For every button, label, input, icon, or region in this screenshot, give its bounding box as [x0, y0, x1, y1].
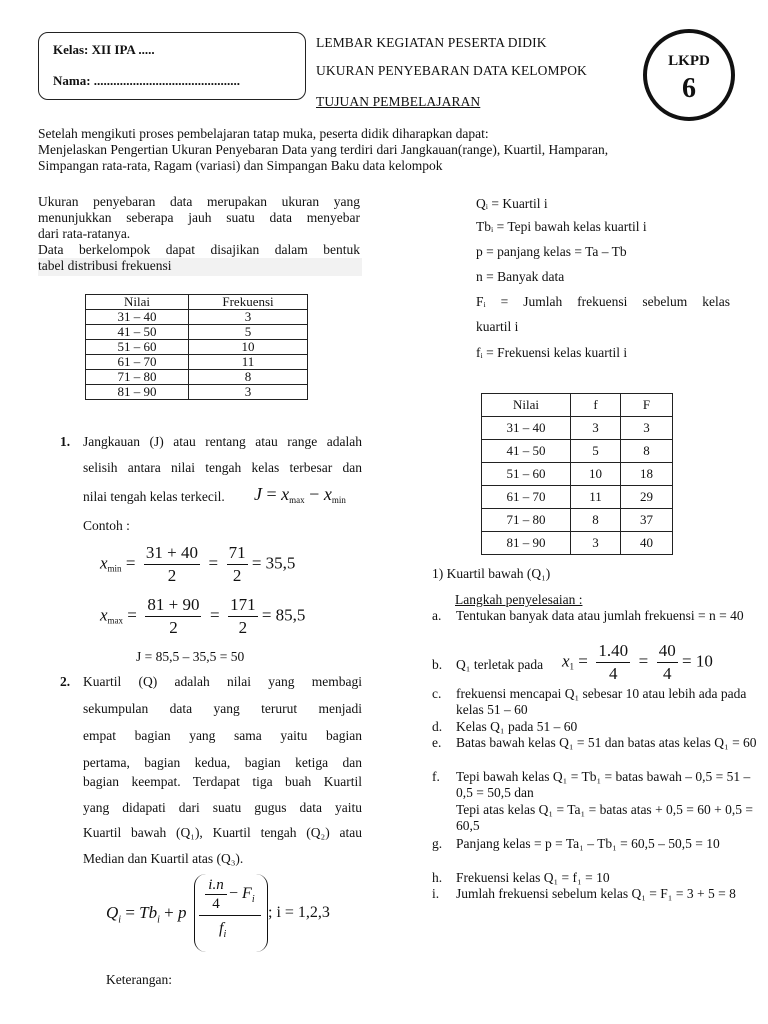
table-row — [86, 310, 308, 325]
quartile-definition-line-6: yang didapati dari suatu gugus data yaitu — [83, 800, 362, 815]
steps-heading: Langkah penyelesaian : — [455, 592, 583, 607]
quartile-formula: $Q_i = Tb_i + p$ i.n 4 − $F_i$ $f_i$ ; i = 1,2,3 — [106, 874, 366, 954]
step-i: i. Jumlah frekuensi sebelum kelas Q₁ = F₁ = 3 + 5 = 8 — [432, 886, 736, 901]
step-f-continued: Tepi atas kelas Q₁ = Ta₁ = batas atas + 0,5 = 60 + 0,5 = 60,5 — [456, 802, 754, 833]
frequency-table — [85, 294, 308, 400]
table-cell: 61 – 70 — [86, 355, 189, 370]
section-1-number: 1. — [60, 434, 71, 449]
def-fi-cumulative-2: kuartil i — [476, 319, 519, 334]
table-row — [482, 532, 673, 555]
table-cell: 41 – 50 — [86, 325, 189, 340]
q1-heading: 1) Kuartil bawah (Q₁) — [432, 566, 551, 581]
table-cell: 61 – 70 — [482, 486, 571, 509]
quartile-definition-line-4: pertama, bagian kedua, bagian ketiga dan — [83, 755, 362, 770]
quartile-definition-line-3: empat bagian yang sama yaitu bagian — [83, 728, 362, 743]
table-cell: 5 — [571, 440, 621, 463]
range-definition-line-2: selisih antara nilai tengah kelas terbesar dan — [83, 460, 362, 475]
table-header: Frekuensi — [189, 295, 308, 310]
def-fi-frequency: fᵢ = Frekuensi kelas kuartil i — [476, 345, 628, 360]
quartile-definition-line-1: Kuartil (Q) adalah nilai yang membagi — [83, 674, 362, 689]
range-definition-line-3: nilai tengah kelas terkecil. — [83, 489, 225, 504]
table-cell: 3 — [189, 310, 308, 325]
table-cell: 3 — [571, 417, 621, 440]
q1-position-formula: x1 = $\frac{1.40}{4}$ = $\frac{40}{4}$ = 10 — [562, 641, 713, 683]
step-g: g. Panjang kelas = p = Ta₁ – Tb₁ = 60,5 – 50,5 = 10 — [432, 836, 720, 851]
range-formula: J = xmax − xmin — [254, 484, 346, 505]
example-label: Contoh : — [83, 518, 130, 533]
intro-line-3: Simpangan rata-rata, Ragam (variasi) dan Simpangan Baku data kelompok — [38, 158, 443, 173]
xmax-calculation: xmax = $\frac{81 + 90}{2}$ = $\frac{171}{2}$ = 85,5 — [100, 595, 306, 637]
table-header: f — [571, 394, 621, 417]
table-cell: 41 – 50 — [482, 440, 571, 463]
kelas-field[interactable]: Kelas: XII IPA ..... — [53, 42, 155, 57]
table-row — [482, 509, 673, 532]
table-cell: 71 – 80 — [482, 509, 571, 532]
table-cell: 71 – 80 — [86, 370, 189, 385]
def-tbi: Tbᵢ = Tepi bawah kelas kuartil i — [476, 219, 647, 234]
def-qi: Qᵢ = Kuartil i — [476, 196, 548, 211]
table-row — [482, 417, 673, 440]
table-row — [482, 440, 673, 463]
table-cell: 8 — [621, 440, 673, 463]
table-header: F — [621, 394, 673, 417]
table-cell: 31 – 40 — [482, 417, 571, 440]
topic-title: UKURAN PENYEBARAN DATA KELOMPOK — [316, 63, 587, 78]
nama-field[interactable]: Nama: ............................................. — [53, 73, 241, 88]
table-row — [86, 325, 308, 340]
quartile-definition-line-8: Median dan Kuartil atas (Q₃). — [83, 851, 244, 866]
range-definition-line-1: Jangkauan (J) atau rentang atau range adalah — [83, 434, 362, 449]
table-cell: 81 – 90 — [86, 385, 189, 400]
student-identity-box — [38, 32, 306, 100]
def-n: n = Banyak data — [476, 269, 565, 284]
def-fi-cumulative-1: Fᵢ = Jumlah frekuensi sebelum kelas — [476, 294, 730, 309]
table-cell: 3 — [189, 385, 308, 400]
step-f: f. Tepi bawah kelas Q₁ = Tb₁ = batas bawah – 0,5 = 51 – 0,5 = 50,5 dan — [432, 769, 751, 800]
step-e: e. Batas bawah kelas Q₁ = 51 dan batas atas kelas Q₁ = 60 — [432, 735, 757, 750]
formula-index: ; i = 1,2,3 — [268, 904, 330, 921]
table-cell: 10 — [571, 463, 621, 486]
table-cell: 81 – 90 — [482, 532, 571, 555]
section-2-number: 2. — [60, 674, 71, 689]
intro-line-2: Menjelaskan Pengertian Ukuran Penyebaran Data yang terdiri dari Jangkauan(range), Kuartil, Hamparan, — [38, 142, 609, 157]
keterangan-label: Keterangan: — [106, 972, 172, 987]
table-cell: 40 — [621, 532, 673, 555]
table-row — [86, 370, 308, 385]
table-row — [482, 486, 673, 509]
def-p: p = panjang kelas = Ta – Tb — [476, 244, 627, 259]
quartile-definition-line-2: sekumpulan data yang terurut menjadi — [83, 701, 362, 716]
step-c: c. frekuensi mencapai Q₁ sebesar 10 atau lebih ada pada kelas 51 – 60 — [432, 686, 747, 717]
table-cell: 18 — [621, 463, 673, 486]
objectives-heading: TUJUAN PEMBELAJARAN — [316, 94, 481, 109]
table-cell: 8 — [571, 509, 621, 532]
definition-line-5: tabel distribusi frekuensi — [38, 258, 172, 273]
definition-line-1: Ukuran penyebaran data merupakan ukuran yang — [38, 194, 360, 209]
quartile-definition-line-7: Kuartil bawah (Q₁), Kuartil tengah (Q₂) atau — [83, 825, 362, 840]
lkpd-badge — [643, 29, 735, 121]
table-cell: 10 — [189, 340, 308, 355]
table-cell: 11 — [189, 355, 308, 370]
table-cell: 29 — [621, 486, 673, 509]
table-row — [86, 385, 308, 400]
table-row — [86, 340, 308, 355]
lkpd-number: 6 — [682, 73, 696, 104]
table-cell: 11 — [571, 486, 621, 509]
table-cell: 51 – 60 — [482, 463, 571, 486]
table-cell: 5 — [189, 325, 308, 340]
table-cell: 8 — [189, 370, 308, 385]
table-cell: 51 – 60 — [86, 340, 189, 355]
definition-line-4: Data berkelompok dapat disajikan dalam bentuk — [38, 242, 360, 257]
table-row — [86, 355, 308, 370]
definition-line-3: dari rata-ratanya. — [38, 226, 131, 241]
intro-line-1: Setelah mengikuti proses pembelajaran tatap muka, peserta didik diharapkan dapat: — [38, 126, 489, 141]
step-b: b. Q₁ terletak pada — [432, 657, 544, 672]
xmin-calculation: xmin = $\frac{31 + 40}{2}$ = $\frac{71}{2}$ = 35,5 — [100, 543, 296, 585]
quartile-definition-line-5: bagian keempat. Terdapat tiga buah Kuartil — [83, 774, 362, 789]
table-cell: 3 — [621, 417, 673, 440]
step-h: h. Frekuensi kelas Q₁ = f₁ = 10 — [432, 870, 610, 885]
table-header: Nilai — [86, 295, 189, 310]
definition-line-2: menunjukkan seberapa jauh suatu data menyebar — [38, 210, 360, 225]
lkpd-label: LKPD — [668, 53, 710, 69]
cumulative-frequency-table — [481, 393, 673, 555]
range-result: J = 85,5 – 35,5 = 50 — [136, 649, 245, 664]
table-row — [482, 463, 673, 486]
table-header: Nilai — [482, 394, 571, 417]
step-a: a. Tentukan banyak data atau jumlah frekuensi = n = 40 — [432, 608, 744, 623]
worksheet-title: LEMBAR KEGIATAN PESERTA DIDIK — [316, 35, 547, 50]
step-d: d. Kelas Q₁ pada 51 – 60 — [432, 719, 578, 734]
table-cell: 37 — [621, 509, 673, 532]
table-cell: 3 — [571, 532, 621, 555]
table-cell: 31 – 40 — [86, 310, 189, 325]
